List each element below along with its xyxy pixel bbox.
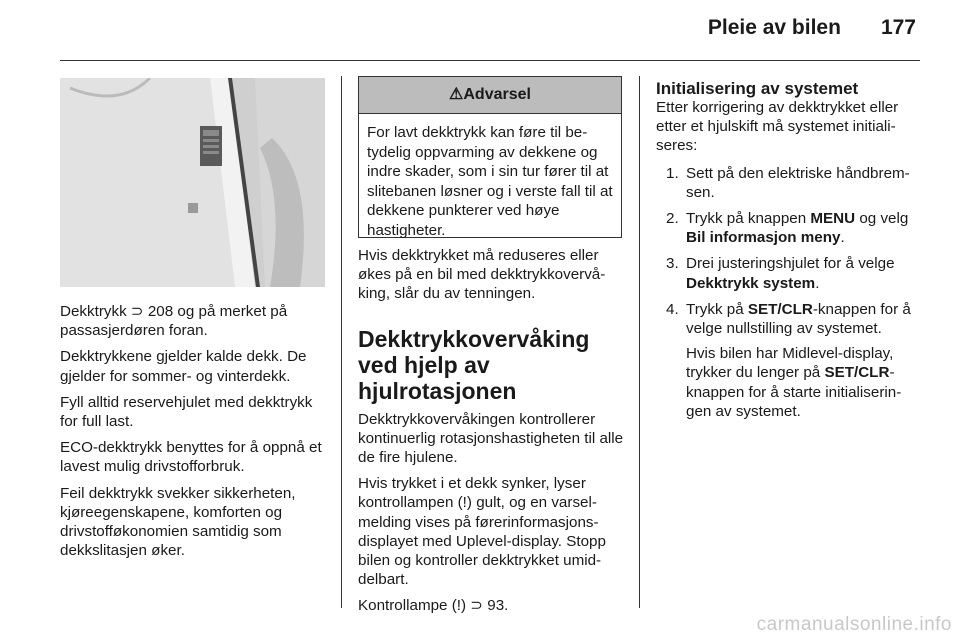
steps-list [656,164,924,421]
paragraph: Hvis dekktrykket må reduseres eller økes på en bil med dekktrykkovervå-king, slår du av tenningen. [358,247,606,303]
page-header [708,16,916,40]
car-door-tire-pressure-label-photo-icon [60,78,325,287]
column-divider-1 [341,76,342,608]
list-item: 4. Trykk på SET/CLR-knappen for å velge nullstilling av systemet. Hvis bilen har Midlevel-display, trykker du lenger på SET/CLR-knappen for å starte initialiserin-gen av systemet. [666,300,911,420]
section-heading: Dekktrykkovervåking ved hjelp av hjulrotasjonen [358,325,590,404]
subheading: Initialisering av systemet [656,79,859,98]
warning-icon: ⚠ [449,86,464,103]
column-divider-2 [639,76,640,608]
watermark: carmanualsonline.info [756,614,952,635]
page-title: Pleie av bilen [707,16,841,39]
page-reference-icon[interactable]: ⊃ [470,597,484,615]
column-right [656,80,924,428]
warning-title: Advarsel [463,86,531,103]
paragraph: Dekktrykkovervåkingen kontrollerer kontinuerlig rotasjonshastigheten til alle de fire hjulene. [358,410,624,467]
paragraph: Dekktrykk ⊃ 208 og på merket på passasjerdøren foran. [60,303,288,340]
paragraph: Fyll alltid reservehjulet med dekktrykk for full last. [60,393,313,431]
column-middle [358,246,624,623]
list-item: 1. Sett på den elektriske håndbrem-sen. [666,164,910,201]
paragraph: ECO-dekktrykk benyttes for å oppnå et lavest mulig drivstofforbruk. [60,439,322,476]
car-door-photo [60,78,325,287]
tire-pressure-warning-icon: (!) [457,494,472,512]
list-item: 3. Drei justeringshjulet for å velge Dekktrykk system. [666,255,895,292]
column-left [60,302,326,567]
header-rule [60,60,920,61]
warning-header [359,77,621,114]
warning-box [358,76,622,238]
paragraph: Etter korrigering av dekktrykket eller etter et hjulskift må systemet initiali-seres: [656,99,899,155]
page-number: 177 [880,16,916,39]
paragraph: Hvis trykket i et dekk synker, lyser kontrollampen (!) gult, og en varsel-melding vises på førerinformasjons-displayet med Uplevel-display. Stopp bilen og kontroller dekktrykket umid-delbart. [358,475,606,589]
tire-pressure-warning-icon: (!) [451,597,467,615]
paragraph: Kontrollampe (!) ⊃ 93. [358,597,509,615]
page-reference-icon[interactable]: ⊃ [130,303,144,320]
paragraph: Dekktrykkene gjelder kalde dekk. De gjelder for sommer- og vinterdekk. [60,348,307,385]
paragraph: Feil dekktrykk svekker sikkerheten, kjøreegenskapene, komforten og drivstofføkonomien samtidig som dekkslitasjen øker. [60,484,296,560]
warning-text: For lavt dekktrykk kan føre til be-tydelig oppvarming av dekkene og indre skader, som i sin tur fører til at slitebanen løsner og i verste fall til at dekkene punkterer ved høye hastigheter. [367,124,613,239]
list-item: 2. Trykk på knappen MENU og velg Bil informasjon meny. [666,210,909,247]
